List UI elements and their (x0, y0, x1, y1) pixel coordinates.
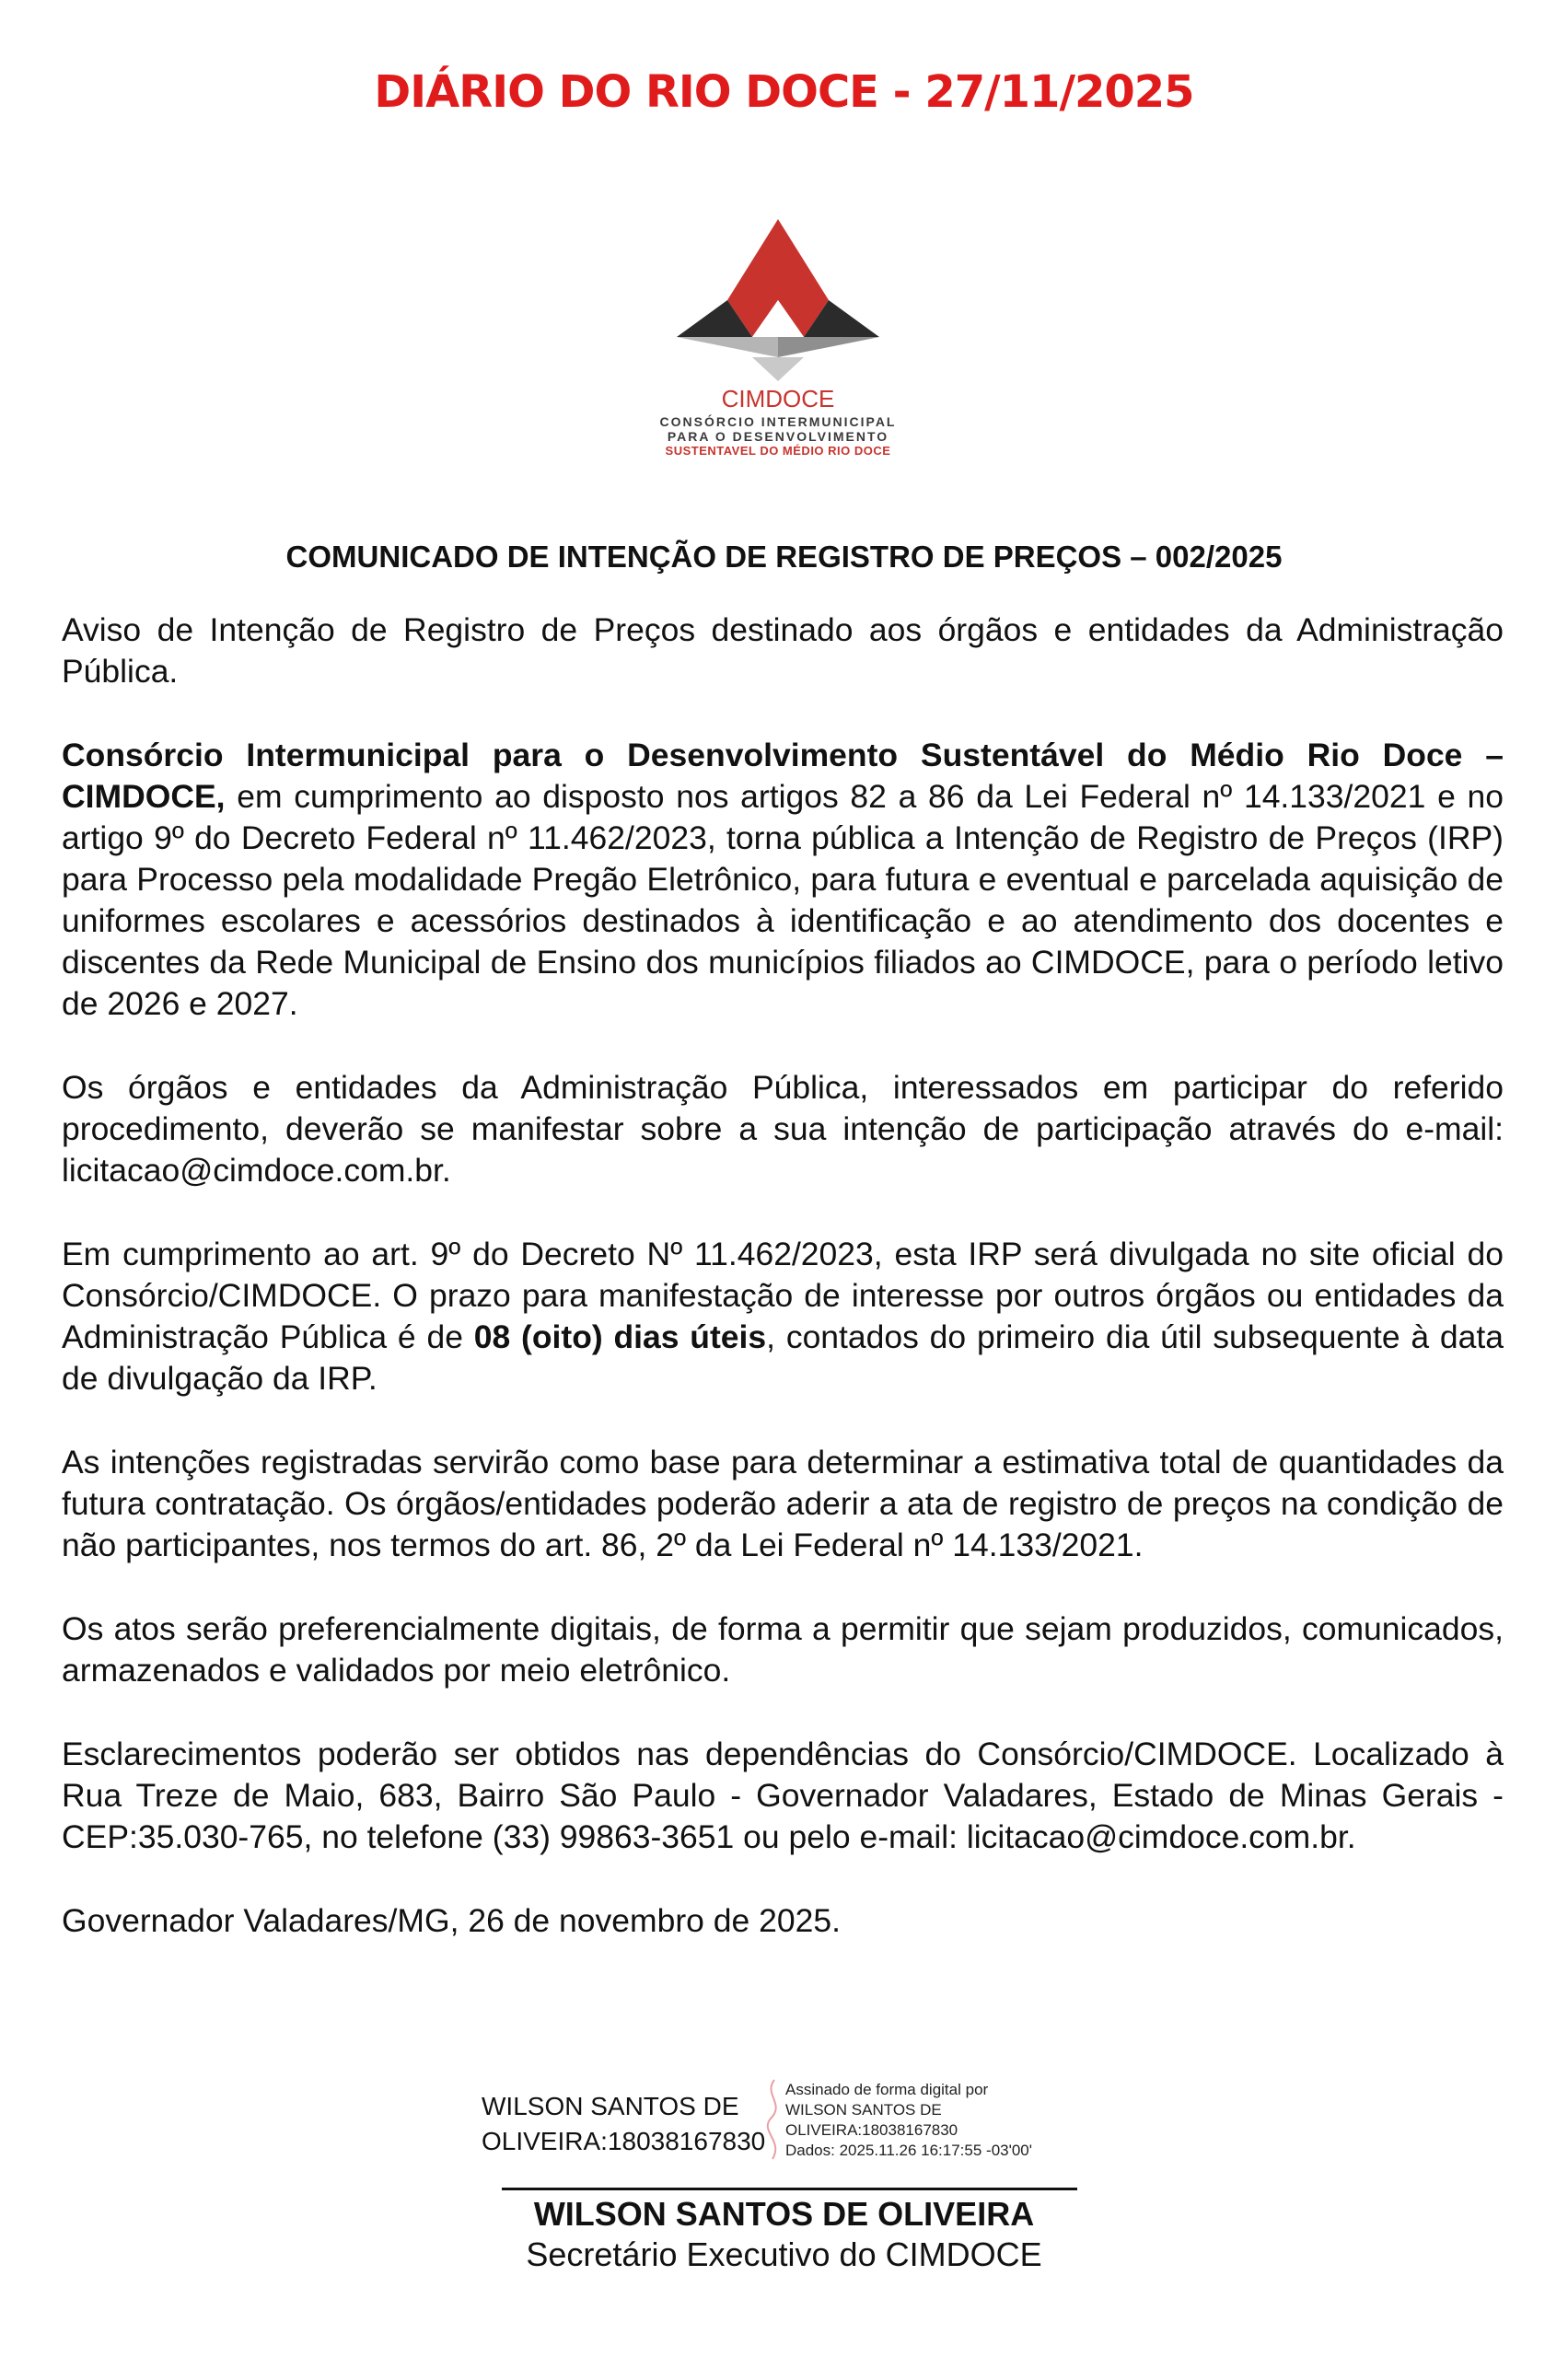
signer-name: WILSON SANTOS DE OLIVEIRA (533, 2195, 1035, 2233)
cimdoce-logo (640, 219, 916, 463)
digital-signature-stamp (482, 2076, 1089, 2168)
paragraph-consortium-text: em cumprimento ao disposto nos artigos 82 a 86 da Lei Federal nº 14.133/2021 e no artigo 9º do Decreto Federal nº 11.462/2023, torna pública a Intenção de Registro de Preços (IRP) para Processo pela modalidade Pregão Eletrônico, para futura e eventual e parcelada aquisição de uniformes escolares e acessórios destinados à identificação e ao atendimento dos docentes e discentes da Rede Municipal de Ensino dos municípios filiados ao CIMDOCE, para o período letivo de 2026 e 2027. (62, 778, 1504, 1022)
signature-detail-1: Assinado de forma digital por (785, 2081, 989, 2098)
date-line: Governador Valadares/MG, 26 de novembro de 2025. (62, 1902, 841, 1939)
paragraph-participation: Os órgãos e entidades da Administração Pública, interessados em participar do referido procedimento, deverão se manifestar sobre a sua intenção de participação através do e-mail: licitacao@cimdoce.com.br. (62, 1069, 1504, 1189)
logo-subtitle-line-1: CONSÓRCIO INTERMUNICIPAL (659, 414, 897, 429)
signature-details (785, 2080, 1032, 2161)
paragraph-clarifications: Esclarecimentos poderão ser obtidos nas dependências do Consórcio/CIMDOCE. Localizado à Rua Treze de Maio, 683, Bairro São Paulo - Governador Valadares, Estado de Minas Gerais - CEP:35.030-765, no telefone (33) 99863-3651 ou pelo e-mail: licitacao@cimdoce.com.br. (62, 1736, 1504, 1855)
signature-detail-4: Dados: 2025.11.26 16:17:55 -03'00' (785, 2142, 1032, 2159)
logo-red-apex (727, 219, 829, 300)
paragraph-digital-acts: Os atos serão preferencialmente digitais, de forma a permitir que sejam produzidos, comunicados, armazenados e validados por meio eletrônico. (62, 1610, 1504, 1689)
paragraph-notice: Aviso de Intenção de Registro de Preços destinado aos órgãos e entidades da Administração Pública. (62, 611, 1504, 690)
deadline-days: 08 (oito) dias úteis (473, 1318, 767, 1355)
signature-detail-2: WILSON SANTOS DE (785, 2101, 942, 2119)
logo-wordmark: CIMDOCE (721, 385, 835, 412)
signature-name-line-2: OLIVEIRA:18038167830 (482, 2127, 766, 2155)
consortium-name: Consórcio Intermunicipal para o Desenvolvimento Sustentável do Médio Rio Doce – CIMDOCE, (62, 737, 1504, 815)
signature-detail-3: OLIVEIRA:18038167830 (785, 2121, 958, 2139)
logo-grey-left-base (677, 337, 778, 357)
logo-grey-bottom-tip (752, 357, 804, 381)
cimdoce-logo-mark-icon (640, 219, 916, 385)
newspaper-masthead: DIÁRIO DO RIO DOCE - 27/11/2025 (374, 66, 1194, 118)
deadline-text-b: , contados do primeiro dia útil subsequente à data de divulgação da IRP. (62, 1318, 1504, 1397)
deadline-text-a: Em cumprimento ao art. 9º do Decreto Nº 11.462/2023, esta IRP será divulgada no site oficial do Consórcio/CIMDOCE. O prazo para manifestação de interesse por outros órgãos ou entidades da Administração Pública é de (62, 1236, 1504, 1355)
paragraph-registered-intentions: As intenções registradas servirão como base para determinar a estimativa total de quantidades da futura contratação. Os órgãos/entidades poderão aderir a ata de registro de preços na condição de não participantes, nos termos do art. 86, 2º da Lei Federal nº 14.133/2021. (62, 1444, 1504, 1563)
paragraph-deadline (62, 1234, 1504, 1399)
signature-line (502, 2188, 1077, 2190)
document-title: COMUNICADO DE INTENÇÃO DE REGISTRO DE PREÇOS – 002/2025 (285, 540, 1283, 574)
logo-grey-right-base (778, 337, 879, 357)
signature-name-line-1: WILSON SANTOS DE (482, 2092, 739, 2120)
paragraph-consortium (62, 735, 1504, 1025)
logo-subtitle-line-3: SUSTENTAVEL DO MÉDIO RIO DOCE (665, 444, 891, 458)
signer-role: Secretário Executivo do CIMDOCE (526, 2235, 1042, 2273)
logo-subtitle-line-2: PARA O DESENVOLVIMENTO (667, 429, 889, 444)
document-body (62, 610, 1504, 1942)
